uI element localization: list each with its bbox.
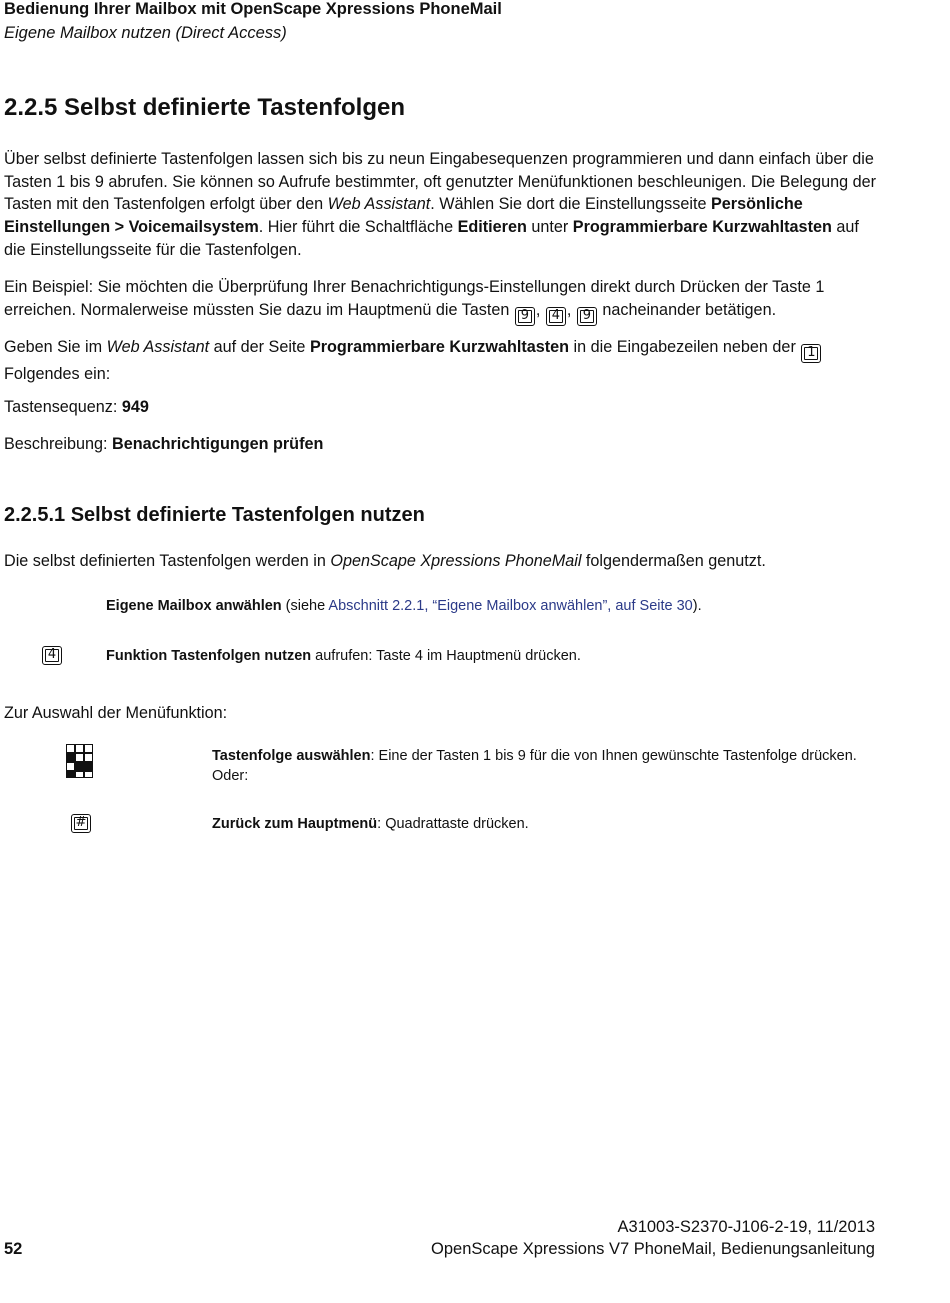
key-sequence-line: Tastensequenz: 949 <box>4 398 149 416</box>
running-header-title: Bedienung Ihrer Mailbox mit OpenScape Xpressions PhoneMail <box>4 0 502 18</box>
key-1-icon: 1 <box>801 344 821 363</box>
running-header-subtitle: Eigene Mailbox nutzen (Direct Access) <box>4 24 287 42</box>
key-4-icon: 4 <box>546 307 566 326</box>
footer-doc-id: A31003-S2370-J106-2-19, 11/2013 <box>617 1218 875 1236</box>
step-back-to-main: Zurück zum Hauptmenü: Quadrattaste drücken. <box>212 816 529 832</box>
paragraph-intro: Über selbst definierte Tastenfolgen lassen sich bis zu neun Eingabesequenzen programmieren und dann einfach über die Tasten 1 bis 9 abrufen. Sie können so Aufrufe bestimmter, oft genutzter Menüfunktionen beschleunigen. Die Belegung der Tasten mit den Tastenfolgen erfolgt über den Web Assistant. Wählen Sie dort die Einstellungsseite Persönliche Einstellungen > Voicemailsystem. Hier führt die Schaltfläche Editieren unter Programmierbare Kurzwahltasten auf die Einstellungsseite für die Tastenfolgen. <box>4 150 876 259</box>
footer-doc-title: OpenScape Xpressions V7 PhoneMail, Bedienungsanleitung <box>431 1240 875 1258</box>
or-label: Oder: <box>212 767 249 784</box>
key-sequence-value: 949 <box>121 398 149 416</box>
description-line: Beschreibung: Benachrichtigungen prüfen <box>4 435 324 453</box>
page-number: 52 <box>4 1240 23 1258</box>
section-heading: 2.2.5 Selbst definierte Tastenfolgen <box>4 94 405 121</box>
subsection-heading: 2.2.5.1 Selbst definierte Tastenfolgen nutzen <box>4 504 425 526</box>
key-9-icon: 9 <box>577 307 597 326</box>
key-9-icon: 9 <box>515 307 535 326</box>
step-call-function: Funktion Tastenfolgen nutzen aufrufen: Taste 4 im Hauptmenü drücken. <box>106 648 581 664</box>
hash-key-icon: # <box>71 814 91 833</box>
section-link[interactable]: Abschnitt 2.2.1, “Eigene Mailbox anwählen”, auf Seite 30 <box>328 598 693 614</box>
paragraph-instruction: Geben Sie im Web Assistant auf der Seite Programmierbare Kurzwahltasten in die Eingabezeilen neben der 1 Folgendes ein: <box>4 336 884 386</box>
key-4-icon: 4 <box>42 646 62 665</box>
paragraph-example: Ein Beispiel: Sie möchten die Überprüfung Ihrer Benachrichtigungs-Einstellungen direkt durch Drücken der Taste 1 erreichen. Normalerweise müssten Sie dazu im Hauptmenü die Tasten 9 , 4 , 9 nacheinander betätigen. <box>4 276 884 326</box>
description-value: Benachrichtigungen prüfen <box>112 435 324 453</box>
step-dial-mailbox: Eigene Mailbox anwählen (siehe Abschnitt 2.2.1, “Eigene Mailbox anwählen”, auf Seite 30). <box>106 598 702 614</box>
subsection-intro: Die selbst definierten Tastenfolgen werden in OpenScape Xpressions PhoneMail folgendermaßen genutzt. <box>4 552 766 570</box>
keypad-icon <box>66 744 92 778</box>
step-select-sequence: Tastenfolge auswählen: Eine der Tasten 1 bis 9 für die von Ihnen gewünschte Tastenfolge drücken. Oder: <box>212 748 857 784</box>
choose-label: Zur Auswahl der Menüfunktion: <box>4 704 228 722</box>
